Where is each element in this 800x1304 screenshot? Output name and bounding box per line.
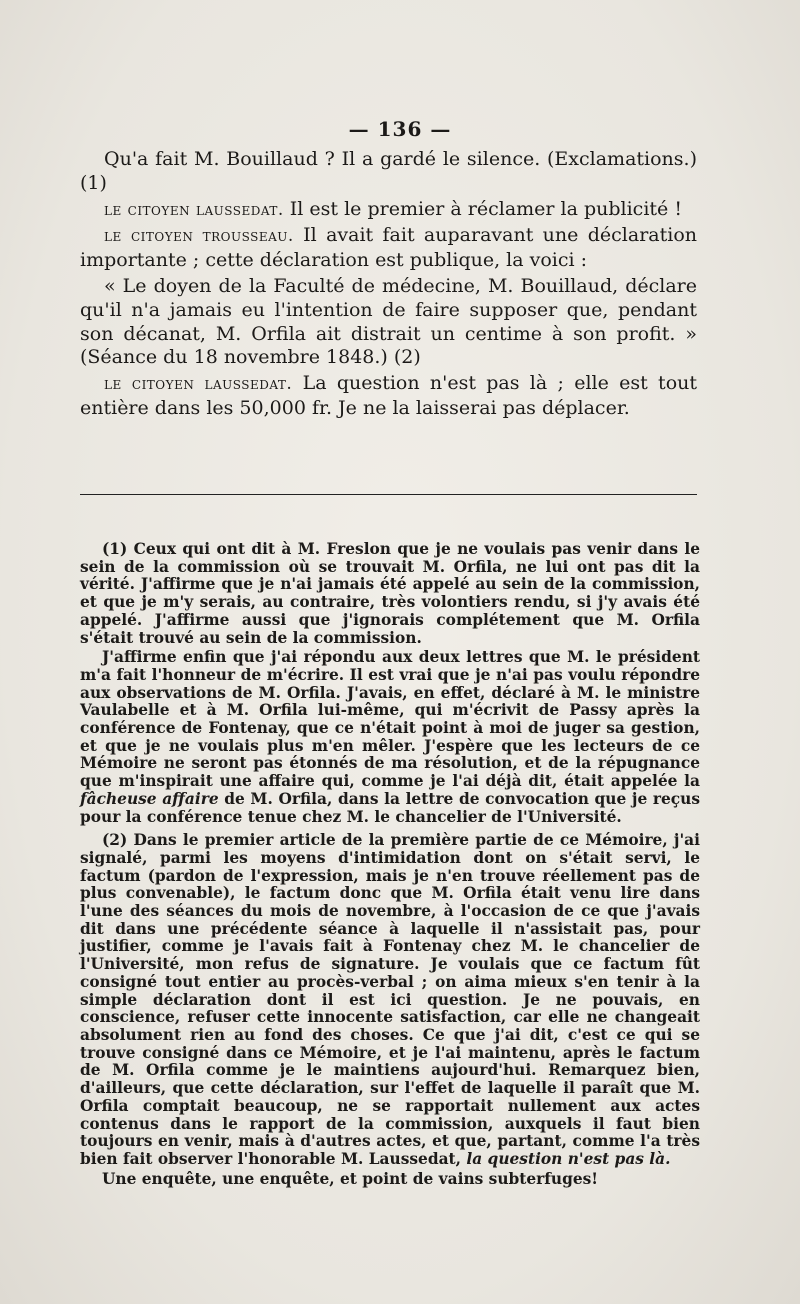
footnote-1: (1) Ceux qui ont dit à M. Freslon que je ne voulais pas venir dans le sein de la commission où se trouvait M. Orfila, ne lui ont pas dit la vérité. J'affirme que je n'ai jamais été appelé au sein de la commission, et que je m'y serais, au contraire, très volontiers rendu, si j'y avais été appelé. J'affirme aussi que j'ignorais complétement que M. Orfila s'était trouvé au sein de la commission. [80, 540, 700, 647]
paragraph-bouillaud: Qu'a fait M. Bouillaud ? Il a gardé le silence. (Exclamations.) (1) [80, 148, 697, 194]
footnote-text: (2) Dans le premier article de la première partie de ce Mémoire, j'ai signalé, parmi les moyens d'intimidation dont on s'était servi, le factum (pardon de l'expression, mais je n'en trouve réellement pas de plus convenable), le factum donc que M. Orfila était venu lire dans l'une des séances du mois de novembre, à l'occasion de ce que j'avais dit dans une précédente séance à laquelle il n'assistait pas, pour justifier, comme je l'avais fait à Fontenay chez M. le chancelier de l'Université, mon refus de signature. Je voulais que ce factum fût consigné tout entier au procès-verbal ; on aima mieux s'en tenir à la simple déclaration dont il est ici question. Je ne pouvais, en conscience, refuser cette innocente satisfaction, car elle ne changeait absolument rien au fond des choses. Ce que j'ai dit, c'est ce qui se trouve consigné dans ce Mémoire, et je l'ai maintenu, après le factum de M. Orfila comme je le maintiens aujourd'hui. Remarquez bien, d'ailleurs, que cette déclaration, sur l'effet de laquelle il paraît que M. Orfila comptait beaucoup, ne se rapportait nullement aux actes contenus dans le rapport de la commission, auxquels il faut bien toujours en venir, mais à d'autres actes, et que, partant, comme l'a très bien fait observer l'honorable M. Laussedat, [80, 831, 700, 1168]
footnote-separator [80, 494, 697, 495]
footnotes [80, 541, 700, 1194]
paragraph-laussedat-2 [80, 372, 697, 421]
paragraph-declaration-quote: « Le doyen de la Faculté de médecine, M. Bouillaud, déclare qu'il n'a jamais eu l'intention de faire supposer que, pendant son décanat, M. Orfila ait distrait un centime à son profit. » (Séance du 18 novembre 1848.) (2) [80, 274, 697, 369]
speaker-name: le citoyen laussedat. [104, 199, 284, 220]
paragraph-laussedat-1 [80, 198, 697, 223]
speech-text: La question n'est pas là ; elle est tout entière dans les 50,000 fr. Je ne la laisserai pas déplacer. [80, 372, 698, 419]
page-number: — 136 — [348, 117, 452, 141]
speaker-name: le citoyen laussedat. [104, 374, 293, 395]
footnote-2-final: Une enquête, une enquête, et point de vains subterfuges! [102, 1169, 599, 1188]
footnote-italic-text: fâcheuse affaire [80, 789, 219, 808]
speaker-name: le citoyen trousseau. [104, 226, 294, 247]
footnote-text: de M. Orfila, dans la lettre de convocation que je reçus pour la conférence tenue chez M. le chancelier de l'Université. [80, 789, 700, 826]
paragraph-trousseau [80, 224, 697, 273]
footnote-italic-text: la question n'est pas là. [466, 1149, 671, 1168]
footnote-1-continued [80, 649, 700, 826]
main-text [80, 148, 697, 423]
speech-text: Il avait fait auparavant une déclaration importante ; cette déclaration est publique, la voici : [80, 224, 698, 272]
footnote-text: J'affirme enfin que j'ai répondu aux deux lettres que M. le président m'a fait l'honneur de m'écrire. Il est vrai que je n'ai pas voulu répondre aux observations de M. Orfila. J'avais, en effet, déclaré à M. le ministre Vaulabelle et à M. Orfila lui-même, qui m'écrivit de Passy après la conférence de Fontenay, que ce n'était point à moi de juger sa gestion, et que je ne voulais plus m'en mêler. J'espère que les lecteurs de ce Mémoire ne seront pas étonnés de ma résolution, et de la répugnance que m'inspirait une affaire qui, comme je l'ai déjà dit, était appelée la [80, 648, 700, 791]
footnote-2 [80, 832, 700, 1168]
speech-text: Il est le premier à réclamer la publicité ! [283, 197, 682, 220]
